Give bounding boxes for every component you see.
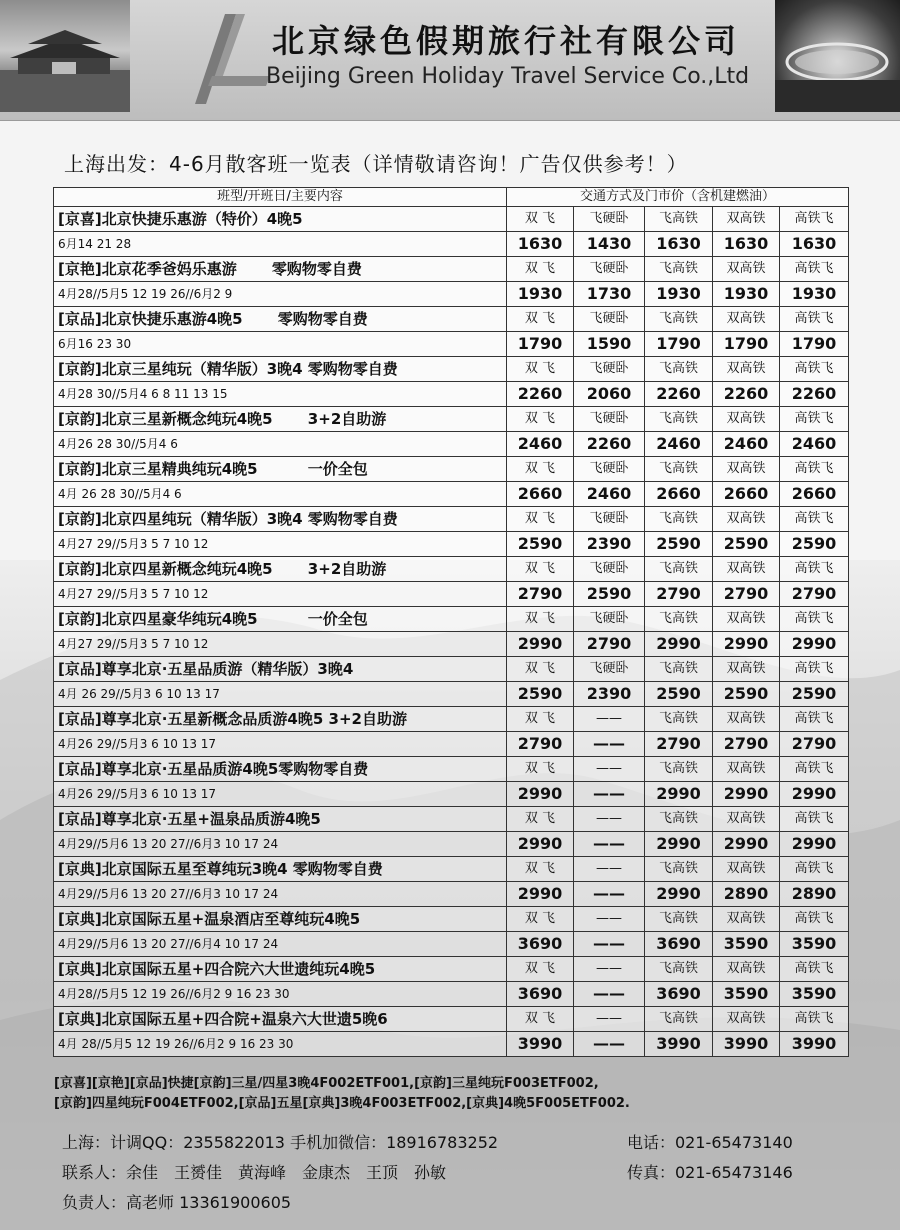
transport-mode: 双高铁	[713, 607, 780, 632]
birds-nest-photo	[775, 0, 900, 112]
transport-mode: 双 飞	[507, 957, 574, 982]
transport-mode: 飞高铁	[645, 857, 713, 882]
route-name-row	[54, 357, 849, 382]
transport-mode: 飞硬卧	[574, 457, 645, 482]
price-value: 2990	[507, 782, 574, 807]
transport-mode: 飞硬卧	[574, 257, 645, 282]
route-name: [京韵]北京四星豪华纯玩4晚5 一价全包	[54, 607, 507, 632]
route-name: [京典]北京国际五星至尊纯玩3晚4 零购物零自费	[54, 857, 507, 882]
route-name: [京韵]北京三星新概念纯玩4晚5 3+2自助游	[54, 407, 507, 432]
price-value: 2590	[507, 532, 574, 557]
route-price-row	[54, 432, 849, 457]
price-value: 1790	[507, 332, 574, 357]
transport-mode: 飞高铁	[645, 407, 713, 432]
price-value: 2990	[507, 832, 574, 857]
transport-mode: 高铁飞	[780, 557, 849, 582]
route-name-row	[54, 657, 849, 682]
route-name: [京典]北京国际五星+四合院+温泉六大世遗5晚6	[54, 1007, 507, 1032]
departure-dates: 4月 26 28 30//5月4 6	[54, 482, 507, 507]
price-value: 2590	[713, 532, 780, 557]
transport-mode: 飞高铁	[645, 807, 713, 832]
price-value: 2790	[574, 632, 645, 657]
transport-mode: 高铁飞	[780, 757, 849, 782]
route-price-row	[54, 282, 849, 307]
price-value: 1630	[507, 232, 574, 257]
tiananmen-photo	[0, 0, 130, 112]
transport-mode: 高铁飞	[780, 707, 849, 732]
departure-dates: 4月27 29//5月3 5 7 10 12	[54, 582, 507, 607]
price-value: 2460	[713, 432, 780, 457]
transport-mode: 双高铁	[713, 757, 780, 782]
route-name-row	[54, 957, 849, 982]
price-value: ——	[574, 1032, 645, 1057]
route-name-row	[54, 457, 849, 482]
transport-mode: 飞高铁	[645, 757, 713, 782]
price-value: 2990	[780, 782, 849, 807]
transport-mode: 高铁飞	[780, 1007, 849, 1032]
route-price-row	[54, 332, 849, 357]
departure-dates: 4月29//5月6 13 20 27//6月4 10 17 24	[54, 932, 507, 957]
table-header-row	[54, 188, 849, 207]
price-value: 2790	[713, 732, 780, 757]
route-name: [京典]北京国际五星+四合院六大世遗纯玩4晚5	[54, 957, 507, 982]
transport-mode: 双高铁	[713, 307, 780, 332]
transport-mode: 飞硬卧	[574, 357, 645, 382]
price-value: 2260	[713, 382, 780, 407]
price-value: 2990	[645, 632, 713, 657]
transport-mode: 双 飞	[507, 907, 574, 932]
contact-manager: 负责人：高老师 13361900605	[62, 1193, 292, 1212]
price-value: 3690	[645, 932, 713, 957]
transport-mode: 高铁飞	[780, 307, 849, 332]
price-value: 2660	[645, 482, 713, 507]
price-value: 2990	[645, 882, 713, 907]
route-name-row	[54, 757, 849, 782]
price-value: 3590	[713, 982, 780, 1007]
transport-mode: 双高铁	[713, 357, 780, 382]
price-value: 2990	[780, 832, 849, 857]
price-value: 1930	[507, 282, 574, 307]
transport-mode: 双 飞	[507, 457, 574, 482]
departure-dates: 4月28 30//5月4 6 8 11 13 15	[54, 382, 507, 407]
price-value: 3990	[645, 1032, 713, 1057]
price-value: ——	[574, 982, 645, 1007]
route-price-row	[54, 232, 849, 257]
price-value: 1930	[713, 282, 780, 307]
transport-mode: 双 飞	[507, 757, 574, 782]
contact-info	[62, 1128, 862, 1218]
price-value: 3590	[713, 932, 780, 957]
transport-mode: 高铁飞	[780, 607, 849, 632]
transport-mode: 飞硬卧	[574, 557, 645, 582]
price-value: 1790	[713, 332, 780, 357]
price-value: 2590	[645, 682, 713, 707]
transport-mode: ——	[574, 707, 645, 732]
transport-mode: 双高铁	[713, 957, 780, 982]
price-value: 3990	[507, 1032, 574, 1057]
price-value: 2990	[713, 632, 780, 657]
departure-dates: 4月29//5月6 13 20 27//6月3 10 17 24	[54, 882, 507, 907]
col-header-route: 班型/开班日/主要内容	[54, 188, 507, 207]
price-value: 1630	[780, 232, 849, 257]
price-value: 3690	[645, 982, 713, 1007]
route-price-row	[54, 582, 849, 607]
route-name: [京品]尊享北京·五星+温泉品质游4晚5	[54, 807, 507, 832]
company-name-cn: 北京绿色假期旅行社有限公司	[272, 22, 741, 60]
price-value: 2990	[645, 782, 713, 807]
price-value: 2990	[645, 832, 713, 857]
departure-dates: 4月29//5月6 13 20 27//6月3 10 17 24	[54, 832, 507, 857]
price-value: 2460	[645, 432, 713, 457]
price-value: 2790	[507, 732, 574, 757]
transport-mode: 高铁飞	[780, 407, 849, 432]
route-price-row	[54, 682, 849, 707]
transport-mode: 飞硬卧	[574, 507, 645, 532]
transport-mode: 飞硬卧	[574, 207, 645, 232]
transport-mode: 双 飞	[507, 557, 574, 582]
transport-mode: 双 飞	[507, 657, 574, 682]
price-value: 2260	[574, 432, 645, 457]
transport-mode: 高铁飞	[780, 857, 849, 882]
departure-dates: 4月26 28 30//5月4 6	[54, 432, 507, 457]
transport-mode: 双高铁	[713, 407, 780, 432]
transport-mode: 双高铁	[713, 557, 780, 582]
price-value: 3690	[507, 982, 574, 1007]
route-price-row	[54, 632, 849, 657]
transport-mode: 飞高铁	[645, 957, 713, 982]
price-value: ——	[574, 782, 645, 807]
price-value: ——	[574, 732, 645, 757]
transport-mode: 高铁飞	[780, 207, 849, 232]
route-name: [京韵]北京四星纯玩（精华版）3晚4 零购物零自费	[54, 507, 507, 532]
route-name-row	[54, 257, 849, 282]
contact-telephone: 电话：021-65473140	[627, 1133, 793, 1152]
price-value: 2590	[780, 682, 849, 707]
price-value: 2790	[645, 732, 713, 757]
price-value: 2460	[780, 432, 849, 457]
transport-mode: 飞硬卧	[574, 607, 645, 632]
price-value: 2260	[507, 382, 574, 407]
company-logo-mark	[190, 14, 270, 104]
transport-mode: 双高铁	[713, 457, 780, 482]
transport-mode: 高铁飞	[780, 907, 849, 932]
route-name-row	[54, 807, 849, 832]
transport-mode: 飞高铁	[645, 557, 713, 582]
departure-dates: 4月28//5月5 12 19 26//6月2 9	[54, 282, 507, 307]
price-value: 2460	[507, 432, 574, 457]
transport-mode: 双 飞	[507, 407, 574, 432]
transport-mode: 高铁飞	[780, 257, 849, 282]
transport-mode: 高铁飞	[780, 457, 849, 482]
price-value: 2790	[645, 582, 713, 607]
transport-mode: 双高铁	[713, 257, 780, 282]
price-value: 3990	[713, 1032, 780, 1057]
route-name-row	[54, 607, 849, 632]
departure-dates: 4月27 29//5月3 5 7 10 12	[54, 632, 507, 657]
price-value: 2990	[713, 832, 780, 857]
transport-mode: 飞高铁	[645, 907, 713, 932]
transport-mode: ——	[574, 1007, 645, 1032]
price-value: 2890	[713, 882, 780, 907]
route-price-row	[54, 782, 849, 807]
route-price-row	[54, 732, 849, 757]
transport-mode: ——	[574, 857, 645, 882]
route-name: [京韵]北京三星纯玩（精华版）3晚4 零购物零自费	[54, 357, 507, 382]
transport-mode: 双高铁	[713, 207, 780, 232]
transport-mode: 双高铁	[713, 657, 780, 682]
contact-persons: 联系人：余佳 王赟佳 黄海峰 金康杰 王顶 孙敏	[62, 1163, 447, 1182]
tiananmen-image	[0, 0, 130, 112]
price-value: 2590	[780, 532, 849, 557]
transport-mode: 高铁飞	[780, 807, 849, 832]
price-value: 2790	[507, 582, 574, 607]
transport-mode: 双 飞	[507, 357, 574, 382]
route-name-row	[54, 407, 849, 432]
price-value: 2590	[507, 682, 574, 707]
product-codes-line: [京喜][京艳][京品]快捷[京韵]三星/四星3晚4F002ETF001,[京韵]三星纯玩F003ETF002,	[54, 1076, 599, 1091]
transport-mode: 双 飞	[507, 257, 574, 282]
header-banner	[0, 0, 900, 121]
price-value: 2990	[507, 882, 574, 907]
price-value: 3690	[507, 932, 574, 957]
transport-mode: 飞硬卧	[574, 657, 645, 682]
transport-mode: 飞高铁	[645, 307, 713, 332]
price-value: 1730	[574, 282, 645, 307]
transport-mode: ——	[574, 757, 645, 782]
departure-dates: 4月26 29//5月3 6 10 13 17	[54, 782, 507, 807]
price-value: 2590	[645, 532, 713, 557]
route-name: [京喜]北京快捷乐惠游（特价）4晚5	[54, 207, 507, 232]
transport-mode: 飞高铁	[645, 457, 713, 482]
route-name-row	[54, 207, 849, 232]
route-name: [京典]北京国际五星+温泉酒店至尊纯玩4晚5	[54, 907, 507, 932]
route-price-row	[54, 1032, 849, 1057]
route-name: [京韵]北京三星精典纯玩4晚5 一价全包	[54, 457, 507, 482]
route-price-row	[54, 382, 849, 407]
schedule-title: 上海出发：4-6月散客班一览表（详情敬请咨询！广告仅供参考！）	[64, 152, 688, 176]
transport-mode: 双高铁	[713, 807, 780, 832]
route-name-row	[54, 1007, 849, 1032]
contact-fax: 传真：021-65473146	[627, 1163, 793, 1182]
product-codes	[54, 1074, 854, 1114]
transport-mode: 双 飞	[507, 807, 574, 832]
transport-mode: ——	[574, 907, 645, 932]
transport-mode: 双高铁	[713, 857, 780, 882]
departure-dates: 4月28//5月5 12 19 26//6月2 9 16 23 30	[54, 982, 507, 1007]
route-name: [京艳]北京花季爸妈乐惠游 零购物零自费	[54, 257, 507, 282]
departure-dates: 4月26 29//5月3 6 10 13 17	[54, 732, 507, 757]
transport-mode: 飞高铁	[645, 707, 713, 732]
transport-mode: ——	[574, 807, 645, 832]
transport-mode: 双 飞	[507, 307, 574, 332]
transport-mode: 飞高铁	[645, 657, 713, 682]
route-name: [京品]尊享北京·五星新概念品质游4晚5 3+2自助游	[54, 707, 507, 732]
departure-dates: 4月 26 29//5月3 6 10 13 17	[54, 682, 507, 707]
transport-mode: ——	[574, 957, 645, 982]
price-value: 2790	[780, 582, 849, 607]
departure-dates: 6月16 23 30	[54, 332, 507, 357]
transport-mode: 飞硬卧	[574, 307, 645, 332]
route-price-row	[54, 982, 849, 1007]
departure-dates: 6月14 21 28	[54, 232, 507, 257]
price-value: 2990	[713, 782, 780, 807]
transport-mode: 双高铁	[713, 707, 780, 732]
price-value: 2660	[507, 482, 574, 507]
route-price-row	[54, 482, 849, 507]
product-codes-line: [京韵]四星纯玩F004ETF002,[京品]五星[京典]3晚4F003ETF002,[京典]4晚5F005ETF002.	[54, 1096, 630, 1111]
transport-mode: 飞硬卧	[574, 407, 645, 432]
transport-mode: 双 飞	[507, 507, 574, 532]
transport-mode: 双高铁	[713, 1007, 780, 1032]
transport-mode: 双 飞	[507, 1007, 574, 1032]
price-value: 3590	[780, 982, 849, 1007]
transport-mode: 飞高铁	[645, 207, 713, 232]
price-value: 1930	[645, 282, 713, 307]
transport-mode: 飞高铁	[645, 1007, 713, 1032]
col-header-transport: 交通方式及门市价（含机建燃油）	[507, 188, 849, 207]
transport-mode: 双高铁	[713, 907, 780, 932]
price-value: 2660	[713, 482, 780, 507]
transport-mode: 高铁飞	[780, 657, 849, 682]
price-value: 1590	[574, 332, 645, 357]
transport-mode: 飞高铁	[645, 357, 713, 382]
transport-mode: 高铁飞	[780, 957, 849, 982]
departure-dates: 4月27 29//5月3 5 7 10 12	[54, 532, 507, 557]
route-name-row	[54, 507, 849, 532]
route-price-row	[54, 532, 849, 557]
route-name-row	[54, 307, 849, 332]
route-name-row	[54, 707, 849, 732]
price-value: 2260	[780, 382, 849, 407]
price-value: ——	[574, 882, 645, 907]
price-value: 2590	[713, 682, 780, 707]
price-value: 1630	[713, 232, 780, 257]
transport-mode: 双高铁	[713, 507, 780, 532]
route-name: [京品]尊享北京·五星品质游4晚5零购物零自费	[54, 757, 507, 782]
price-value: 2890	[780, 882, 849, 907]
route-name-row	[54, 857, 849, 882]
route-name-row	[54, 557, 849, 582]
transport-mode: 飞高铁	[645, 607, 713, 632]
price-value: 2660	[780, 482, 849, 507]
transport-mode: 飞高铁	[645, 507, 713, 532]
transport-mode: 双 飞	[507, 607, 574, 632]
price-value: ——	[574, 932, 645, 957]
route-name-row	[54, 907, 849, 932]
price-value: 2990	[780, 632, 849, 657]
route-name: [京韵]北京四星新概念纯玩4晚5 3+2自助游	[54, 557, 507, 582]
price-value: 2060	[574, 382, 645, 407]
price-value: 1790	[645, 332, 713, 357]
price-value: 2390	[574, 682, 645, 707]
birds-nest-image	[775, 0, 900, 112]
route-name: [京品]北京快捷乐惠游4晚5 零购物零自费	[54, 307, 507, 332]
price-value: 3990	[780, 1032, 849, 1057]
route-price-row	[54, 932, 849, 957]
price-value: 1930	[780, 282, 849, 307]
price-value: 3590	[780, 932, 849, 957]
transport-mode: 高铁飞	[780, 357, 849, 382]
price-value: 2790	[713, 582, 780, 607]
departure-dates: 4月 28//5月5 12 19 26//6月2 9 16 23 30	[54, 1032, 507, 1057]
route-price-row	[54, 882, 849, 907]
price-value: 2260	[645, 382, 713, 407]
contact-qq-phone: 上海：计调QQ：2355822013 手机加微信：18916783252	[62, 1133, 499, 1152]
route-price-table	[53, 187, 849, 1057]
price-value: 2590	[574, 582, 645, 607]
route-name: [京品]尊享北京·五星品质游（精华版）3晚4	[54, 657, 507, 682]
transport-mode: 飞高铁	[645, 257, 713, 282]
transport-mode: 高铁飞	[780, 507, 849, 532]
price-value: 1790	[780, 332, 849, 357]
transport-mode: 双 飞	[507, 707, 574, 732]
price-value: 2460	[574, 482, 645, 507]
price-value: 2390	[574, 532, 645, 557]
price-value: ——	[574, 832, 645, 857]
company-name-en: Beijing Green Holiday Travel Service Co.,Ltd	[266, 64, 750, 89]
transport-mode: 双 飞	[507, 857, 574, 882]
transport-mode: 双 飞	[507, 207, 574, 232]
price-value: 1630	[645, 232, 713, 257]
price-value: 2790	[780, 732, 849, 757]
route-price-row	[54, 832, 849, 857]
price-value: 1430	[574, 232, 645, 257]
price-value: 2990	[507, 632, 574, 657]
